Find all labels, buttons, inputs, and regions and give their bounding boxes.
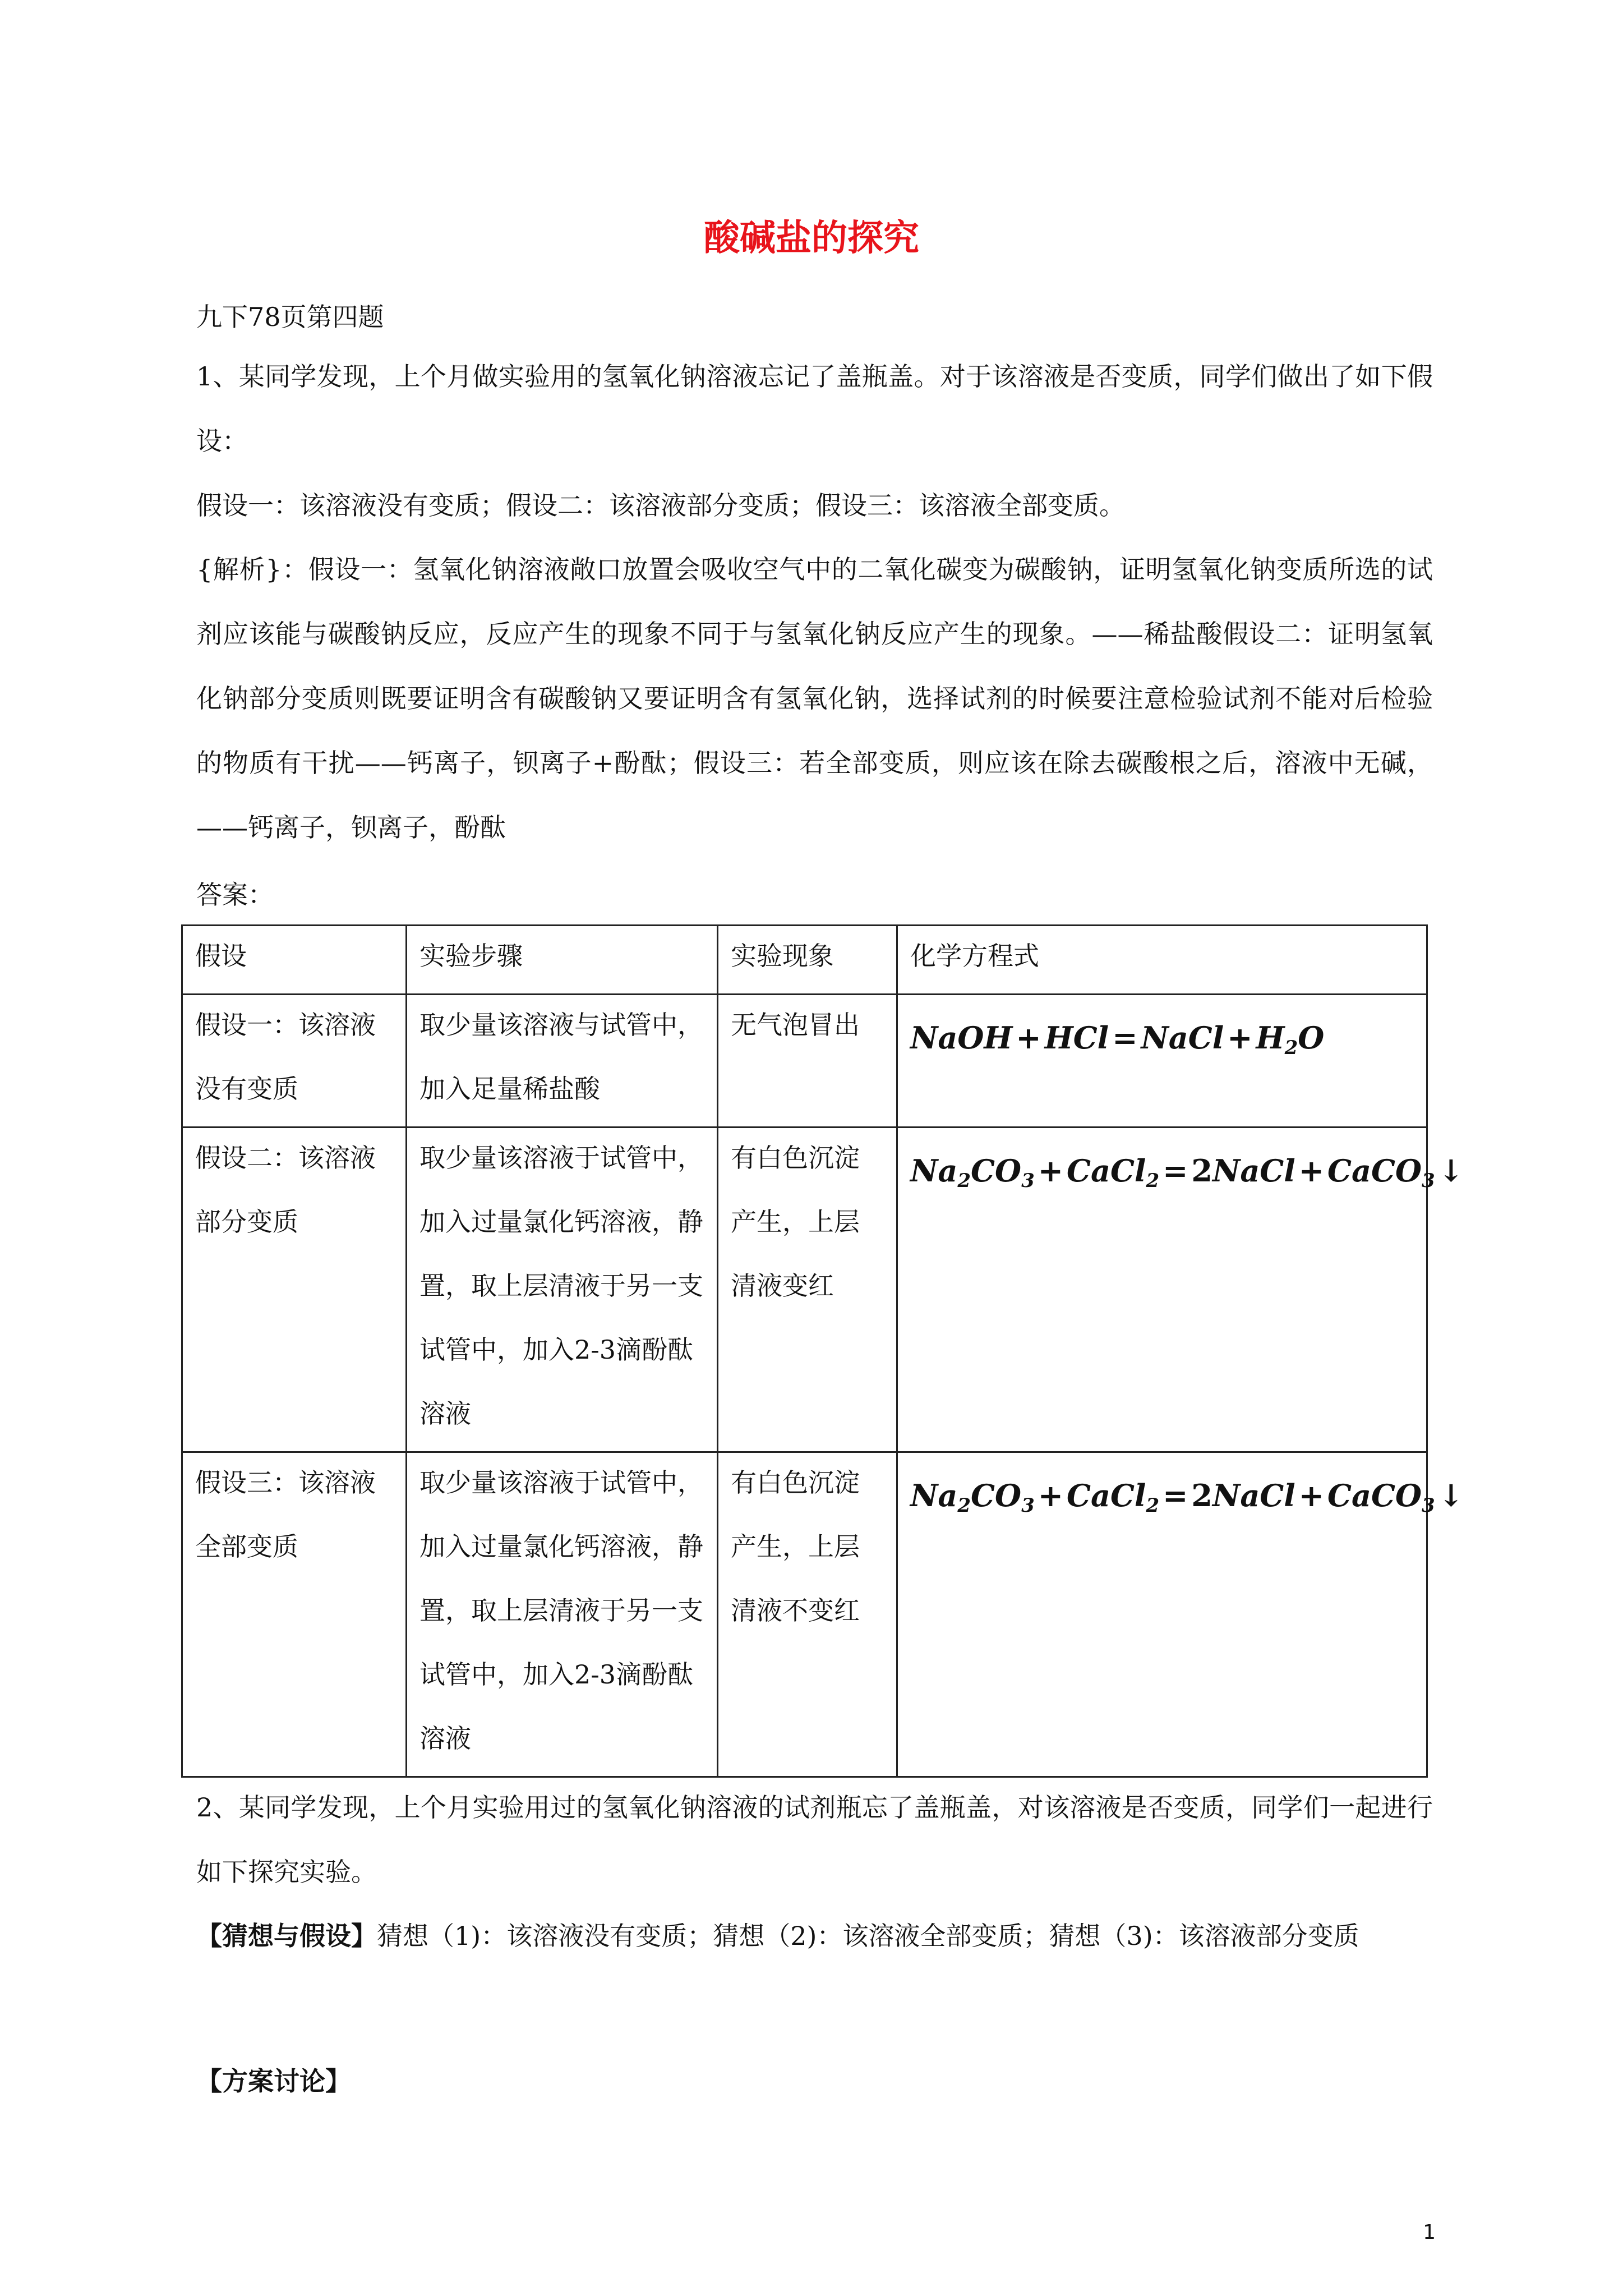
guess-label: 【猜想与假设】 xyxy=(196,1921,377,1951)
row3-hypothesis: 假设三：该溶液全部变质 xyxy=(182,1452,407,1777)
table-row xyxy=(182,1452,1427,1777)
discussion-label: 【方案讨论】 xyxy=(196,2066,351,2096)
row3-phenomenon: 有白色沉淀产生，上层清液不变红 xyxy=(718,1452,897,1777)
header-hypothesis: 假设 xyxy=(182,926,407,995)
row1-hypothesis: 假设一：该溶液没有变质 xyxy=(182,995,407,1128)
row1-equation xyxy=(897,995,1427,1128)
row1-phenomenon: 无气泡冒出 xyxy=(718,995,897,1128)
q2-guess xyxy=(196,1904,1433,1968)
row2-steps: 取少量该溶液于试管中，加入过量氯化钙溶液，静置，取上层清液于另一支试管中，加入2-3滴酚酞溶液 xyxy=(407,1128,718,1452)
q1-hypotheses: 假设一：该溶液没有变质；假设二：该溶液部分变质；假设三：该溶液全部变质。 xyxy=(196,490,1125,521)
page-title: 酸碱盐的探究 xyxy=(704,217,919,259)
answer-label: 答案： xyxy=(196,880,274,910)
header-steps: 实验步骤 xyxy=(407,926,718,995)
equation-na2co3-cacl2: $Na_2CO_3$ + CaCl$_2$ = 2NaCl + CaCO$_3$ ↓ xyxy=(910,1153,1464,1192)
row2-hypothesis: 假设二：该溶液部分变质 xyxy=(182,1128,407,1452)
page-number: 1 xyxy=(1423,2221,1436,2244)
table-header-row xyxy=(182,926,1427,995)
table-row xyxy=(182,1128,1427,1452)
row1-steps: 取少量该溶液与试管中，加入足量稀盐酸 xyxy=(407,995,718,1128)
row3-steps: 取少量该溶液于试管中，加入过量氯化钙溶液，静置，取上层清液于另一支试管中，加入2-3滴酚酞溶液 xyxy=(407,1452,718,1777)
equation-na2co3-cacl2: $Na_2CO_3$ + CaCl$_2$ = 2NaCl + CaCO$_3$ ↓ xyxy=(910,1478,1464,1517)
q1-intro: 1、某同学发现，上个月做实验用的氢氧化钠溶液忘记了盖瓶盖。对于该溶液是否变质，同学们做出了如下假设： xyxy=(196,361,1433,456)
header-equation: 化学方程式 xyxy=(897,926,1427,995)
q2-intro: 2、某同学发现，上个月实验用过的氢氧化钠溶液的试剂瓶忘了盖瓶盖，对该溶液是否变质，同学们一起进行如下探究实验。 xyxy=(196,1792,1433,1887)
header-phenomenon: 实验现象 xyxy=(718,926,897,995)
equation-naoh-hcl: NaOH + HCl = NaCl + $H_2O$ xyxy=(910,1020,1325,1059)
q1-analysis: {解析}：假设一：氢氧化钠溶液敞口放置会吸收空气中的二氧化碳变为碳酸钠，证明氢氧化钠变质所选的试剂应该能与碳酸钠反应，反应产生的现象不同于与氢氧化钠反应产生的现象。——稀盐酸假设二：证明氢氧化钠部分变质则既要证明含有碳酸钠又要证明含有氢氧化钠，选择试剂的时候要注意检验试剂不能对后检验的物质有干扰——钙离子，钡离子+酚酞；假设三：若全部变质，则应该在除去碳酸根之后，溶液中无碱，——钙离子，钡离子，酚酞 xyxy=(196,554,1433,843)
table-row xyxy=(182,995,1427,1128)
answer-table xyxy=(181,924,1464,1778)
subtitle: 九下78页第四题 xyxy=(196,302,384,332)
row2-phenomenon: 有白色沉淀产生，上层清液变红 xyxy=(718,1128,897,1452)
guess-text: 猜想（1)：该溶液没有变质；猜想（2)：该溶液全部变质；猜想（3)：该溶液部分变质 xyxy=(377,1921,1359,1951)
row2-equation xyxy=(897,1128,1464,1452)
row3-equation xyxy=(897,1452,1464,1777)
